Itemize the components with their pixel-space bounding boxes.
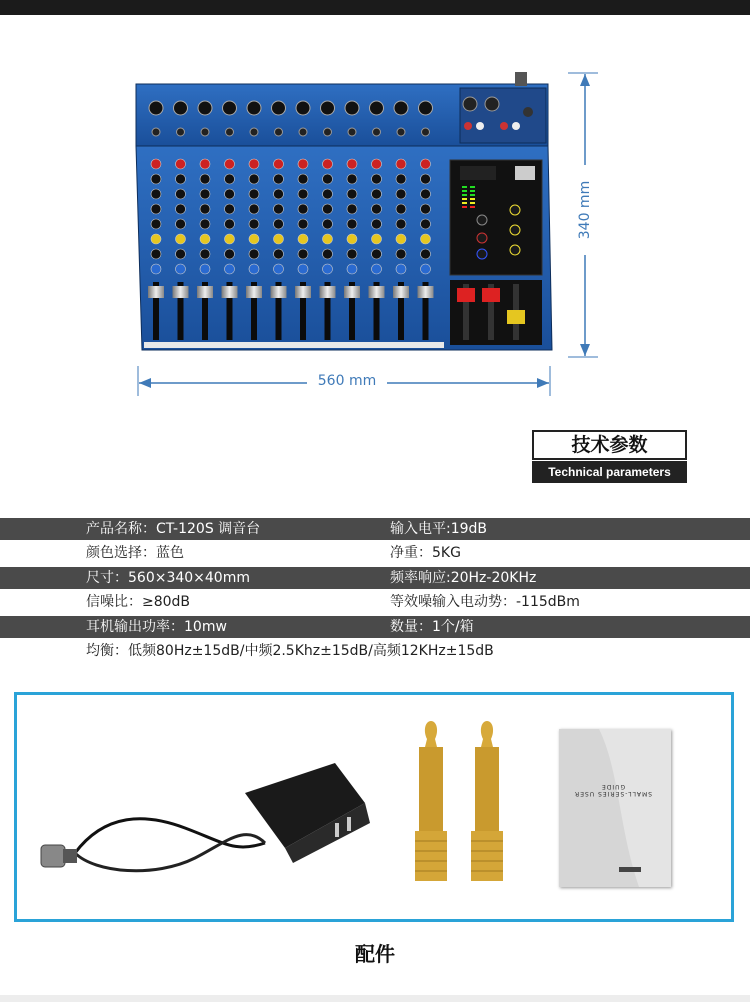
accessories-panel <box>14 692 734 922</box>
accessories-title: 配件 <box>355 942 395 966</box>
top-bar <box>0 0 750 15</box>
spec-row <box>0 518 750 540</box>
tech-params-title-en: Technical parameters <box>532 461 687 483</box>
spec-right: 净重：5KG <box>390 545 461 561</box>
spec-left: 颜色选择：蓝色 <box>86 545 184 561</box>
jack-adapters-image <box>405 717 515 892</box>
spec-row <box>0 567 750 589</box>
spec-row <box>0 542 750 564</box>
tech-params-heading <box>532 430 687 483</box>
width-label: 560 mm <box>307 373 387 389</box>
height-label: 340 mm <box>577 165 593 255</box>
tech-params-title-cn: 技术参数 <box>532 430 687 460</box>
spec-left: 信噪比：≥80dB <box>86 594 191 610</box>
spec-right: 输入电平:19dB <box>390 521 488 537</box>
user-guide-text: SMALL-SERIES USER GUIDE <box>573 783 653 797</box>
spec-row <box>0 616 750 638</box>
height-dimension <box>568 72 602 358</box>
spec-left: 耳机输出功率：10mw <box>86 619 227 635</box>
spec-row <box>0 591 750 613</box>
power-adapter-image <box>35 753 375 893</box>
mixer-image <box>120 60 620 360</box>
spec-left: 产品名称：CT-120S 调音台 <box>86 521 261 537</box>
spec-row <box>0 640 750 662</box>
width-dimension <box>137 366 551 400</box>
spec-right: 等效噪输入电动势：-115dBm <box>390 594 580 610</box>
spec-right: 频率响应:20Hz-20KHz <box>390 570 537 586</box>
footer-bar <box>0 995 750 1002</box>
spec-left: 尺寸：560×340×40mm <box>86 570 250 586</box>
spec-right: 数量：1个/箱 <box>390 619 474 635</box>
spec-left: 均衡：低频80Hz±15dB/中频2.5Khz±15dB/高频12KHz±15dB <box>86 643 494 659</box>
user-guide-image <box>559 729 671 887</box>
